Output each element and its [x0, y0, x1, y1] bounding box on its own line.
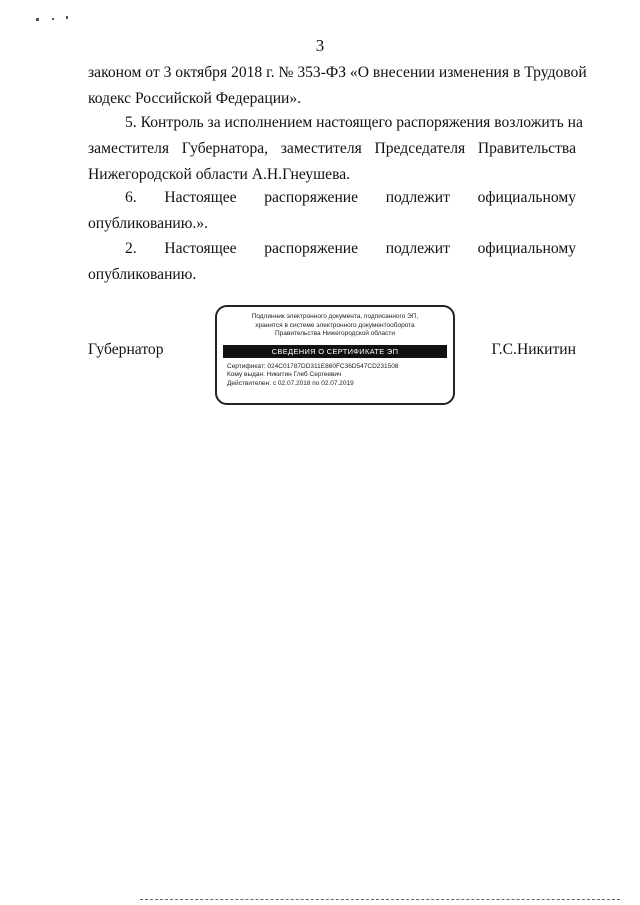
stamp-header: [227, 313, 443, 339]
text-line: кодекс Российской Федерации».: [88, 90, 302, 107]
stamp-line: Подлинник электронного документа, подписанного ЭП,: [251, 313, 419, 320]
stamp-line: хранится в системе электронного документооборота: [255, 321, 415, 329]
stamp-line: Правительства Нижегородской области: [274, 330, 396, 337]
paragraph-item-6: [88, 185, 576, 237]
paragraph-continuation: [88, 60, 587, 112]
text-line: законом от 3 октября 2018 г. № 353-ФЗ «О внесении изменения в Трудовой: [88, 64, 587, 81]
stamp-certificate-owner: Кому выдан: Никитин Глеб Сергеевич: [227, 371, 342, 378]
stamp-certificate-validity: Действителен: с 02.07.2018 по 02.07.2019: [227, 379, 354, 387]
paragraph-item-5: [88, 110, 583, 188]
scan-dot: [36, 18, 39, 21]
text-line: 5. Контроль за исполнением настоящего распоряжения возложить на: [125, 114, 583, 131]
text-line: Нижегородской области А.Н.Гнеушева.: [88, 166, 351, 183]
paragraph-item-2: [88, 236, 576, 288]
text-line: опубликованию.: [88, 266, 197, 283]
scan-dot: [52, 18, 54, 20]
text-line: 2. Настоящее распоряжение подлежит официальному: [125, 240, 576, 257]
text-line: 6. Настоящее распоряжение подлежит официальному: [125, 189, 576, 206]
signatory-position: Губернатор: [88, 341, 164, 358]
stamp-certificate-bar: СВЕДЕНИЯ О СЕРТИФИКАТЕ ЭП: [223, 345, 447, 358]
scan-edge-line: [140, 899, 620, 901]
signatory-name: Г.С.Никитин: [491, 341, 576, 358]
page-number: 3: [315, 36, 325, 55]
stamp-certificate-number: Сертификат: 024C01787DD311E860FC36D547CD231508: [227, 362, 399, 370]
text-line: заместителя Губернатора, заместителя Председателя Правительства: [88, 140, 576, 157]
e-signature-stamp: [215, 305, 455, 405]
text-line: опубликованию.».: [88, 215, 208, 232]
scan-dot: [66, 16, 68, 19]
